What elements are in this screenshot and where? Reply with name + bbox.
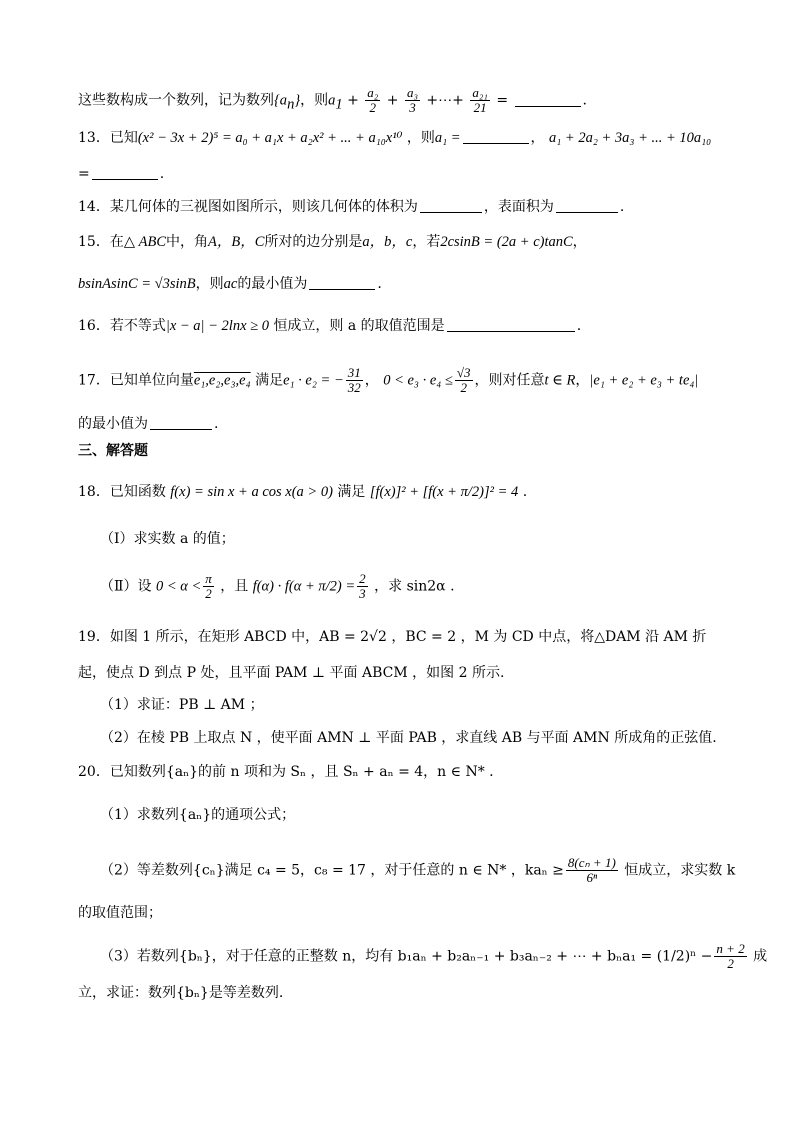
q12-f1-den: 2	[369, 100, 377, 115]
q15-text4: ，则	[195, 276, 224, 292]
q18-cond: [f(x)]² + [f(x + π/2)]² = 4	[369, 484, 519, 500]
q15-angles: A，B，C	[208, 234, 265, 250]
q16-line	[78, 316, 734, 336]
q12-a1: a	[328, 92, 336, 109]
q20-p2-frac	[566, 856, 618, 885]
q12-answer-blank[interactable]	[515, 92, 581, 107]
q13-end: .	[159, 166, 165, 182]
q17-label: 17．已知单位向量	[78, 372, 194, 389]
q17-end: .	[214, 416, 219, 432]
q19-part-1: （1）求证：PB ⊥ AM ；	[100, 697, 264, 713]
q13-a1: a₁ =	[434, 130, 461, 146]
q13-line	[78, 128, 734, 148]
q14-blank-volume[interactable]	[420, 198, 482, 213]
q19-part-2: （2）在棱 PB 上取点 N ，使平面 AMN ⊥ 平面 PAB ，求直线 AB 与平面 AMN 所成角的正弦值.	[100, 730, 717, 746]
q13-blank-1[interactable]	[463, 129, 529, 144]
q20-part-2	[100, 856, 734, 885]
q15-text3: ，若	[412, 234, 441, 250]
q18-line	[78, 482, 734, 502]
q18-p2-frac	[203, 572, 214, 601]
q20-p3-frac	[714, 942, 746, 971]
q15-text2: 所对的边分别是	[264, 234, 363, 250]
q17-cond2: 0 < e₃ · e₄ ≤	[383, 372, 453, 389]
q18-label: 18．已知函数	[78, 484, 166, 500]
q15-line-2	[78, 274, 734, 294]
q17-text2: ，则对任意	[474, 372, 545, 389]
q12-plus-2: +	[386, 92, 399, 109]
q18-func: f(x) = sin x + a cos x(a > 0)	[170, 484, 333, 500]
q15-line-1	[78, 232, 734, 252]
q15-end: .	[377, 276, 382, 292]
q17-line-1	[78, 366, 734, 395]
q17-c2-den: 2	[460, 380, 467, 395]
q20-part-1: （1）求数列{aₙ}的通项公式；	[100, 807, 296, 823]
q20-part-3-cont: 立，求证：数列{bₙ}是等差数列.	[78, 985, 284, 1001]
q17-c1-den: 32	[347, 380, 361, 395]
q15-sides: a，b，c	[362, 234, 413, 250]
q20-part-3	[100, 941, 768, 971]
q20-p2-text-a: （2）等差数列{cₙ}满足 c₄ = 5，c₈ = 17 ，对于任意的 n ∈ N* ，kaₙ ≥	[100, 862, 564, 879]
q12-f2-den: 3	[409, 100, 416, 115]
q17-frac-2	[455, 366, 473, 395]
q12-seq-close: }	[294, 92, 301, 109]
q15-label: 15．在	[78, 234, 124, 250]
q18-p2-end: ，求 sin2α .	[374, 578, 455, 595]
q14-text: 14．某几何体的三视图如图所示，则该几何体的体积为	[78, 199, 418, 215]
q18-part-1: （Ⅰ）求实数 a 的值；	[100, 531, 235, 547]
q17-cond1: e₁ · e₂ = −	[283, 372, 344, 389]
q18-p2-text: ，且	[220, 578, 249, 595]
q12-f2-num: a₃	[406, 85, 418, 100]
q15-text5: 的最小值为	[237, 276, 308, 292]
q13-line-2	[78, 164, 734, 184]
q15-text1: 中，角	[166, 234, 208, 250]
q14-line	[78, 197, 734, 217]
q12-frac-2	[405, 86, 420, 115]
q12-eq: =	[496, 92, 509, 109]
q20-part-2-cont: 的取值范围；	[78, 905, 162, 921]
q18-end: .	[522, 484, 528, 500]
q15-blank[interactable]	[309, 275, 375, 290]
q12-lead: 这些数构成一个数列，记为数列	[78, 92, 274, 109]
q17-norm: |e₁ + e₂ + e₃ + te₄|	[589, 372, 699, 389]
q12-dots: +⋯+	[426, 92, 464, 109]
q14-mid: ，表面积为	[483, 199, 554, 215]
q18-p2-cond: 0 < α <	[155, 578, 202, 595]
q17-blank[interactable]	[150, 415, 212, 430]
q16-blank[interactable]	[447, 317, 575, 332]
q16-label: 16．若不等式	[78, 318, 166, 334]
section-3-heading: 三、解答题	[78, 443, 148, 459]
q20-p3-text-b: 成	[753, 948, 768, 965]
q13-then: ，则	[406, 130, 435, 146]
q14-end: .	[619, 199, 625, 215]
q18-text1: 满足	[337, 484, 366, 500]
q15-cond1: 2csinB = (2a + c)tanC	[440, 234, 573, 250]
q15-sep: ，	[572, 234, 587, 250]
q17-sep2: ，	[575, 372, 590, 389]
q13-blank-2[interactable]	[92, 165, 158, 180]
q13-eq2: =	[78, 166, 90, 182]
q13-lhs: (x² − 3x + 2)⁵ = a₀ + a₁x + a₂x² + ... + a₁₀x¹⁰	[137, 130, 403, 146]
q19-line-1: 19．如图 1 所示，在矩形 ABCD 中，AB = 2√2 ，BC = 2 ，M 为 CD 中点，将△DAM 沿 AM 折	[78, 629, 707, 645]
q20-p2-text-b: 恒成立，求实数 k	[624, 862, 736, 879]
q12-then: ，则	[300, 92, 329, 109]
q13-label: 13．已知	[78, 130, 138, 146]
q20-line-1: 20．已知数列{aₙ}的前 n 项和为 Sₙ ，且 Sₙ + aₙ = 4，n ∈ N* .	[78, 764, 494, 780]
q12-f3-den: 21	[473, 100, 487, 115]
q12-tail-line: 这些数构成一个数列，记为数列$\{a_n\}$，则$a_1$ + $\frac{\text{a₂}}{2}$ + $\frac{\text{a₃}}{3}$ +⋯+ $\frac{\text{a₂₁}}{21}$ = .	[78, 85, 587, 115]
q12-frac-3	[470, 86, 490, 115]
q12-seq: {a	[274, 92, 288, 109]
q13-sum: a₁ + 2a₂ + 3a₃ + ... + 10a₁₀	[549, 130, 712, 146]
q20-p3-den: 2	[727, 956, 734, 971]
q17-sep: ，	[364, 372, 379, 389]
q17-line2-text: 的最小值为	[78, 416, 148, 432]
q19-line-2: 起，使点 D 到点 P 处，且平面 PAM ⊥ 平面 ABCM ，如图 2 所示.	[78, 665, 505, 681]
q12-f3-num: a₂₁	[472, 85, 488, 100]
q17-frac-1	[346, 366, 363, 395]
q17-text1: 满足	[255, 372, 284, 389]
q17-t-in-r: t ∈ R	[544, 372, 576, 389]
q12-frac-1	[365, 86, 380, 115]
q18-p2-pi: π	[205, 571, 212, 586]
q17-vectors: e₁,e₂,e₃,e₄	[193, 372, 251, 389]
q18-p2-two: 2	[205, 586, 212, 601]
q13-sep: ，	[530, 130, 545, 146]
q12-plus: +	[347, 92, 359, 109]
q12-f1-num: a₂	[367, 85, 379, 100]
q18-p2-label: （Ⅱ）设	[100, 578, 152, 595]
q20-p3-text-a: （3）若数列{bₙ}，对于任意的正整数 n，均有 b₁aₙ + b₂aₙ₋₁ + b₃aₙ₋₂ + ⋯ + bₙa₁ = (1/2)ⁿ −	[100, 948, 713, 965]
q12-end: .	[582, 92, 587, 109]
q20-p2-num: 8(cₙ + 1)	[567, 855, 616, 870]
q20-p3-num: n + 2	[716, 941, 745, 956]
q16-text: 恒成立，则 a 的取值范围是	[273, 318, 445, 334]
q18-p2-r-den: 3	[359, 586, 366, 601]
q17-c1-num: 31	[347, 365, 361, 380]
q14-blank-area[interactable]	[556, 198, 618, 213]
q18-p2-ratio	[357, 572, 368, 601]
q15-cond2: bsinAsinC = √3sinB	[78, 276, 196, 292]
q18-part-2	[100, 572, 734, 601]
q17-c2-num: √3	[456, 365, 471, 380]
q17-line-2	[78, 414, 734, 434]
q16-end: .	[576, 318, 582, 334]
q15-ac: ac	[223, 276, 238, 292]
q18-p2-expr: f(α) · f(α + π/2) =	[252, 578, 356, 595]
q18-p2-r-num: 2	[359, 571, 366, 586]
q20-p2-den: 6ⁿ	[586, 870, 598, 885]
q16-expr: |x − a| − 2lnx ≥ 0	[165, 318, 269, 334]
q15-triangle: △ ABC	[123, 234, 166, 250]
